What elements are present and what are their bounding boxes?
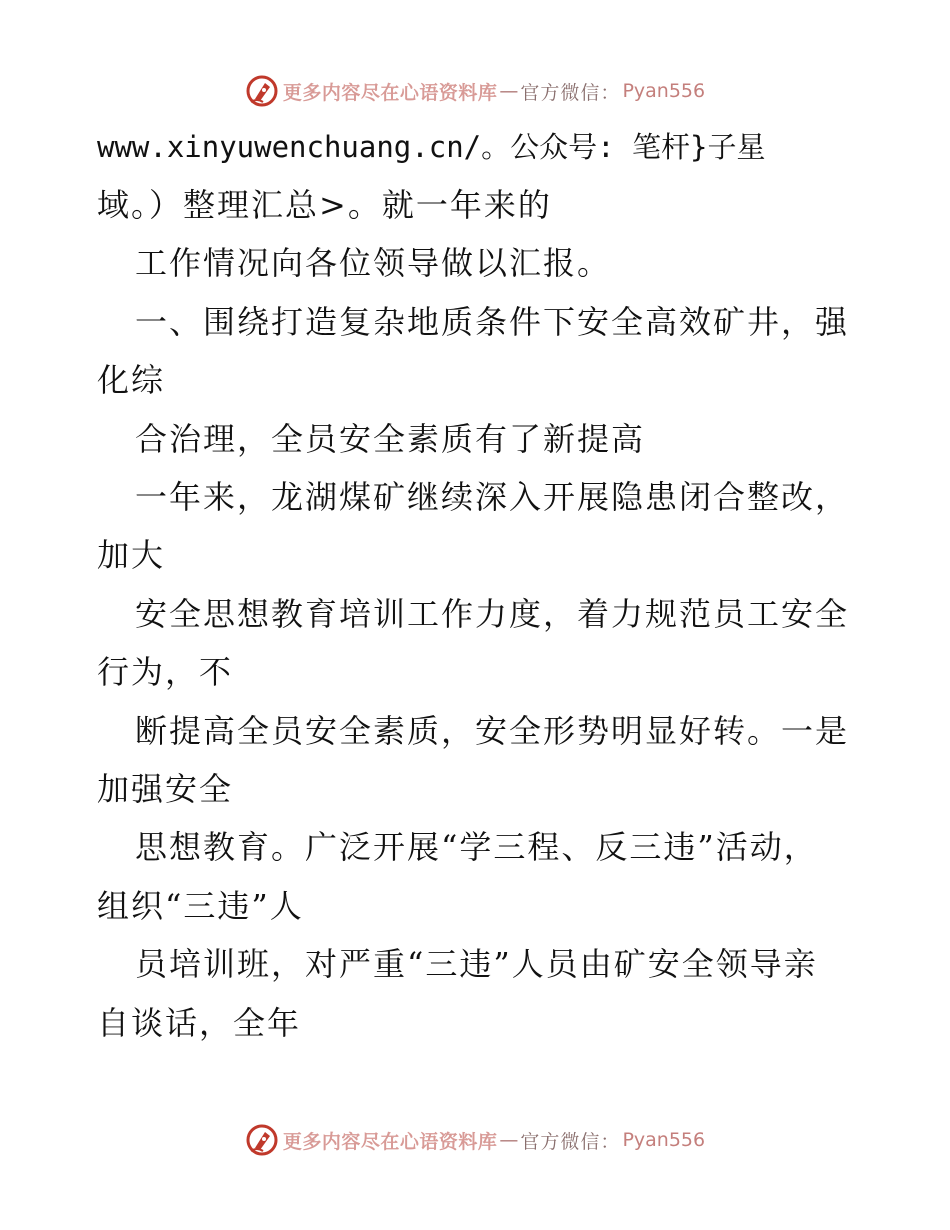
footer-banner (0, 1120, 950, 1160)
text-line: www.xinyuwenchuang.cn/。公众号: 笔杆}子星 (97, 130, 766, 164)
text-line: 工作情况向各位领导做以汇报。 (135, 244, 612, 282)
banner-wechat-label: 官方微信： (520, 1130, 621, 1153)
text-line: 组织“三违”人 (97, 887, 304, 925)
header-banner (0, 71, 950, 111)
text-line: 行为，不 (97, 653, 234, 691)
pen-nib-circle-icon (245, 74, 279, 108)
text-line: 员培训班，对严重“三违”人员由矿安全领导亲 (135, 945, 818, 983)
text-line: 化综 (97, 361, 166, 399)
text-line: 断提高全员安全素质，安全形势明显好转。一是 (135, 712, 850, 750)
banner-separator: — (499, 80, 519, 102)
text-line: 一年来，龙湖煤矿继续深入开展隐患闭合整改， (135, 478, 850, 516)
banner-separator: — (499, 1129, 519, 1151)
banner-title: 更多内容尽在心语资料库 (282, 81, 498, 104)
banner-wechat-id: Pyan556 (622, 1129, 706, 1151)
text-line: 自谈话，全年 (97, 1004, 302, 1042)
text-line: 合治理，全员安全素质有了新提高 (135, 420, 646, 458)
text-line: 安全思想教育培训工作力度，着力规范员工安全 (135, 595, 850, 633)
text-line: 一、围绕打造复杂地质条件下安全高效矿井，强 (135, 303, 850, 341)
text-line: 加大 (97, 536, 166, 574)
banner-wechat-label: 官方微信： (520, 81, 621, 104)
pen-nib-circle-icon (245, 1123, 279, 1157)
banner-wechat-id: Pyan556 (622, 80, 706, 102)
text-line: 域。）整理汇总>。就一年来的 (97, 186, 552, 224)
text-line: 思想教育。广泛开展“学三程、反三违”活动， (135, 828, 818, 866)
text-line: 加强安全 (97, 770, 234, 808)
banner-title: 更多内容尽在心语资料库 (282, 1130, 498, 1153)
